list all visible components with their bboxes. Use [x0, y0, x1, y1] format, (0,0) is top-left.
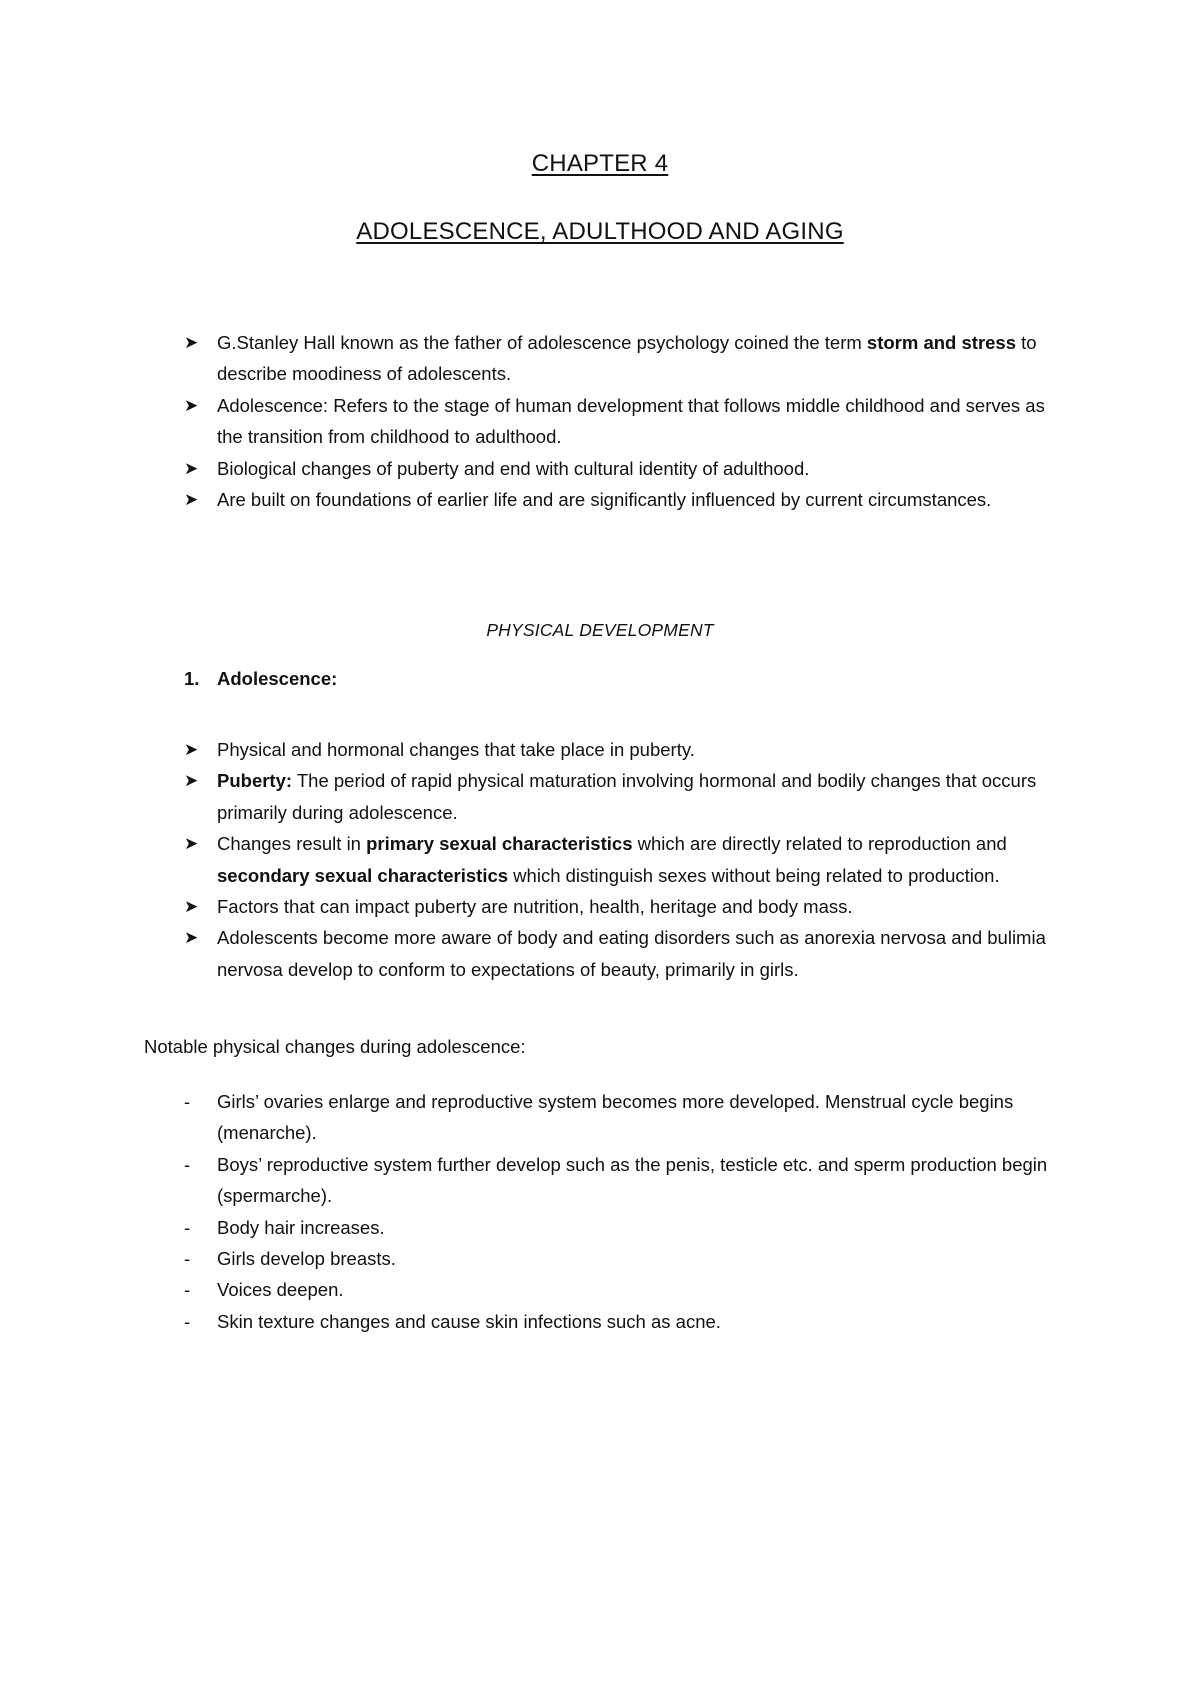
list-item-text: Physical and hormonal changes that take place in puberty.: [217, 739, 695, 760]
list-item-text: Boys’ reproductive system further develop such as the penis, testicle etc. and sperm production begin (spermarche).: [217, 1153, 1048, 1207]
intro-bullet-list: [184, 327, 1064, 515]
physical-bullet-list: [184, 734, 1064, 985]
key-term: primary sexual characteristics: [366, 833, 633, 855]
arrow-bullet-icon: ➤: [184, 740, 199, 759]
dash-bullet-icon: -: [184, 1216, 191, 1238]
subsection-label: Adolescence:: [217, 668, 338, 689]
list-item-text: Adolescence: Refers to the stage of human development that follows middle childhood and serves as the transition from childhood to adulthood.: [217, 394, 1045, 448]
dash-bullet-icon: -: [184, 1279, 191, 1301]
list-item-text: Body hair increases.: [217, 1216, 385, 1238]
list-item-text: Are built on foundations of earlier life and are significantly influenced by current circumstances.: [217, 489, 992, 511]
list-item: [184, 922, 1064, 985]
list-item: [184, 1149, 1064, 1212]
list-item-text: which distinguish sexes without being related to production.: [508, 864, 1000, 886]
list-item-text: which are directly related to reproduction and: [632, 833, 1007, 855]
arrow-bullet-icon: ➤: [184, 834, 199, 854]
list-item: [184, 453, 1064, 484]
key-term: Puberty:: [217, 770, 293, 792]
notable-changes-list: [184, 1086, 1064, 1337]
subsection-heading: [184, 668, 337, 690]
list-item: [184, 765, 1064, 828]
arrow-bullet-icon: ➤: [184, 928, 199, 948]
list-item: [184, 734, 1064, 765]
list-item: [184, 891, 1064, 922]
list-item-text: The period of rapid physical maturation involving hormonal and bodily changes that occurs primarily during adolescence.: [217, 770, 1037, 823]
key-term: secondary sexual characteristics: [217, 864, 509, 886]
arrow-bullet-icon: ➤: [184, 458, 199, 478]
list-item-text: G.Stanley Hall known as the father of adolescence psychology coined the term: [217, 332, 867, 353]
notable-changes-intro: Notable physical changes during adolescence:: [144, 1036, 526, 1057]
arrow-bullet-icon: ➤: [184, 897, 199, 917]
list-item: [184, 390, 1064, 453]
list-item-text: Adolescents become more aware of body and eating disorders such as anorexia nervosa and bulimia nervosa develop to conform to expectations of beauty, primarily in girls.: [217, 927, 1046, 980]
list-item-text: Factors that can impact puberty are nutrition, health, heritage and body mass.: [217, 896, 853, 918]
list-item-text: Biological changes of puberty and end with cultural identity of adulthood.: [217, 457, 810, 479]
subsection-number: 1.: [184, 668, 200, 689]
arrow-bullet-icon: ➤: [184, 333, 199, 352]
list-item: [184, 828, 1064, 891]
chapter-heading: CHAPTER 4: [531, 150, 669, 177]
list-item-text: Skin texture changes and cause skin infections such as acne.: [217, 1310, 721, 1332]
list-item-text: Girls’ ovaries enlarge and reproductive system becomes more developed. Menstrual cycle begins (menarche).: [217, 1091, 1014, 1144]
list-item: [184, 1243, 1064, 1274]
arrow-bullet-icon: ➤: [184, 771, 199, 791]
list-item: [184, 327, 1064, 390]
dash-bullet-icon: -: [184, 1153, 191, 1175]
section-title: PHYSICAL DEVELOPMENT: [486, 620, 714, 640]
list-item: [184, 1274, 1064, 1305]
list-item: [184, 484, 1064, 515]
dash-bullet-icon: -: [184, 1310, 191, 1332]
list-item: [184, 1306, 1064, 1337]
chapter-title: ADOLESCENCE, ADULTHOOD AND AGING: [356, 218, 844, 245]
arrow-bullet-icon: ➤: [184, 490, 199, 510]
list-item-text: to describe moodiness of adolescents.: [217, 332, 1037, 385]
list-item: [184, 1086, 1064, 1149]
list-item: [184, 1212, 1064, 1243]
dash-bullet-icon: -: [184, 1091, 191, 1112]
arrow-bullet-icon: ➤: [184, 395, 199, 415]
list-item-text: Girls develop breasts.: [217, 1248, 396, 1270]
list-item-text: Changes result in: [217, 833, 367, 855]
key-term: storm and stress: [866, 332, 1017, 353]
list-item-text: Voices deepen.: [217, 1279, 344, 1301]
dash-bullet-icon: -: [184, 1248, 191, 1270]
